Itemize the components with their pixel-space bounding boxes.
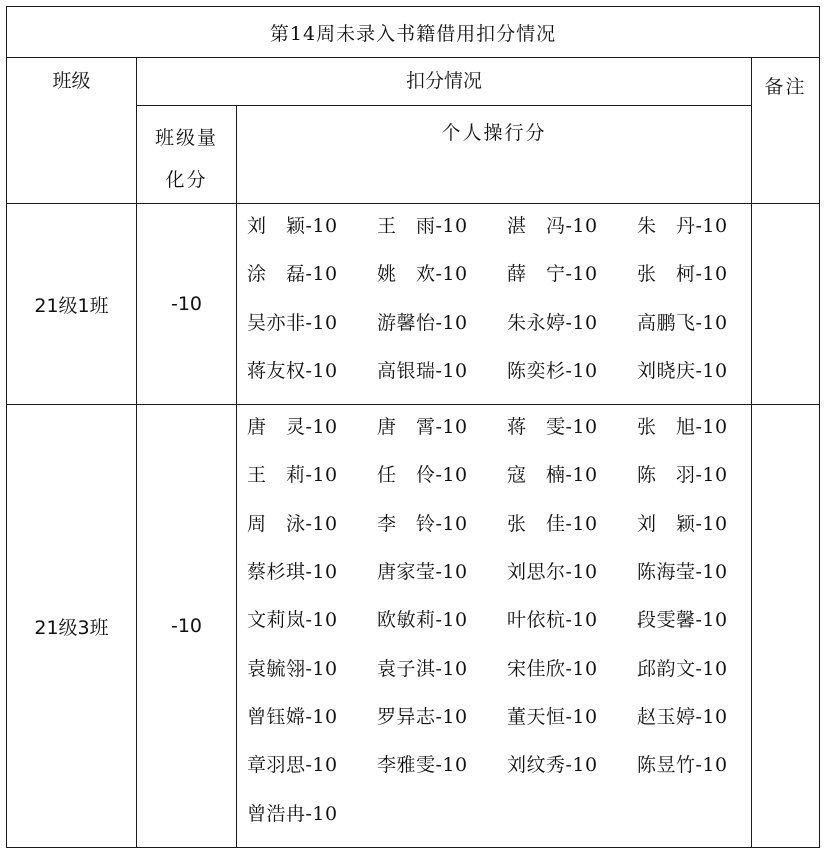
student-entry: 陈昱竹-10 [637, 754, 728, 777]
student-entry: 曾钰嫦-10 [247, 705, 338, 728]
header-row [7, 58, 820, 106]
student-entry: 唐家莹-10 [377, 561, 468, 584]
student-entry: 袁毓翎-10 [247, 657, 338, 680]
student-entry: 周 泳-10 [247, 512, 338, 535]
student-entry: 涂 磊-10 [247, 263, 338, 286]
student-entry: 李 铃-10 [377, 512, 468, 535]
header-quant-line2: 化分 [165, 169, 208, 191]
student-entry: 罗异志-10 [377, 705, 468, 728]
class-score: -10 [137, 405, 237, 848]
header-personal-score [237, 106, 752, 204]
student-entry: 赵玉婷-10 [637, 705, 728, 728]
header-personal-label: 个人操行分 [441, 122, 547, 144]
student-entry: 张 佳-10 [507, 512, 598, 535]
header-remark [752, 58, 820, 204]
student-entry: 游馨怡-10 [377, 311, 468, 334]
student-entry: 袁子淇-10 [377, 657, 468, 680]
class-score: -10 [137, 204, 237, 405]
student-entry: 欧敏莉-10 [377, 609, 468, 632]
student-entry: 刘思尔-10 [507, 561, 598, 584]
class-name: 21级3班 [7, 405, 137, 848]
student-entry: 文莉岚-10 [247, 609, 338, 632]
student-entry: 章羽思-10 [247, 754, 338, 777]
student-entry: 湛 冯-10 [507, 215, 598, 237]
student-entry: 董天恒-10 [507, 705, 598, 728]
class-row [7, 405, 820, 848]
student-list [237, 405, 752, 848]
deduction-table [6, 6, 820, 848]
student-entry: 陈海莹-10 [637, 561, 728, 584]
student-entry: 薛 宁-10 [507, 263, 598, 286]
student-grid [247, 412, 751, 847]
student-entry: 陈 羽-10 [637, 464, 728, 487]
student-entry: 宋佳欣-10 [507, 657, 598, 680]
student-entry: 陈奕杉-10 [507, 359, 598, 382]
student-entry: 曾浩冉-10 [247, 802, 338, 825]
student-entry: 吴亦非-10 [247, 311, 338, 334]
student-list [237, 204, 752, 405]
header-class-quant-score [137, 106, 237, 204]
student-entry: 蒋友权-10 [247, 359, 338, 382]
student-entry: 王 莉-10 [247, 464, 338, 487]
student-entry: 张 旭-10 [637, 416, 728, 439]
student-entry: 叶依杭-10 [507, 609, 598, 632]
title-row [7, 7, 820, 58]
student-entry: 唐 灵-10 [247, 416, 338, 439]
student-entry: 寇 楠-10 [507, 464, 598, 487]
header-deduction-label: 扣分情况 [405, 70, 482, 92]
header-remark-label: 备注 [764, 76, 807, 98]
student-entry: 刘纹秀-10 [507, 754, 598, 777]
header-deduction [137, 58, 752, 106]
student-entry: 蒋 雯-10 [507, 416, 598, 439]
header-quant-line1: 班级量 [154, 127, 218, 149]
student-entry: 朱 丹-10 [637, 215, 728, 237]
student-entry: 张 柯-10 [637, 263, 728, 286]
student-grid [247, 211, 751, 404]
student-entry: 蔡杉琪-10 [247, 561, 338, 584]
student-entry: 王 雨-10 [377, 215, 468, 237]
table-title: 第14周未录入书籍借用扣分情况 [7, 7, 820, 58]
student-entry: 任 伶-10 [377, 464, 468, 487]
header-class [7, 58, 137, 204]
student-entry: 刘 颖-10 [247, 215, 338, 237]
student-entry: 刘晓庆-10 [637, 359, 728, 382]
student-entry: 姚 欢-10 [377, 263, 468, 286]
student-entry: 刘 颖-10 [637, 512, 728, 535]
student-entry: 段雯馨-10 [637, 609, 728, 632]
student-entry: 邱韵文-10 [637, 657, 728, 680]
student-entry: 李雅雯-10 [377, 754, 468, 777]
class-name: 21级1班 [7, 204, 137, 405]
student-entry: 唐 霄-10 [377, 416, 468, 439]
header-class-label: 班级 [52, 70, 91, 92]
student-entry: 高银瑞-10 [377, 359, 468, 382]
class-row [7, 204, 820, 405]
student-entry: 高鹏飞-10 [637, 311, 728, 334]
student-entry: 朱永婷-10 [507, 311, 598, 334]
